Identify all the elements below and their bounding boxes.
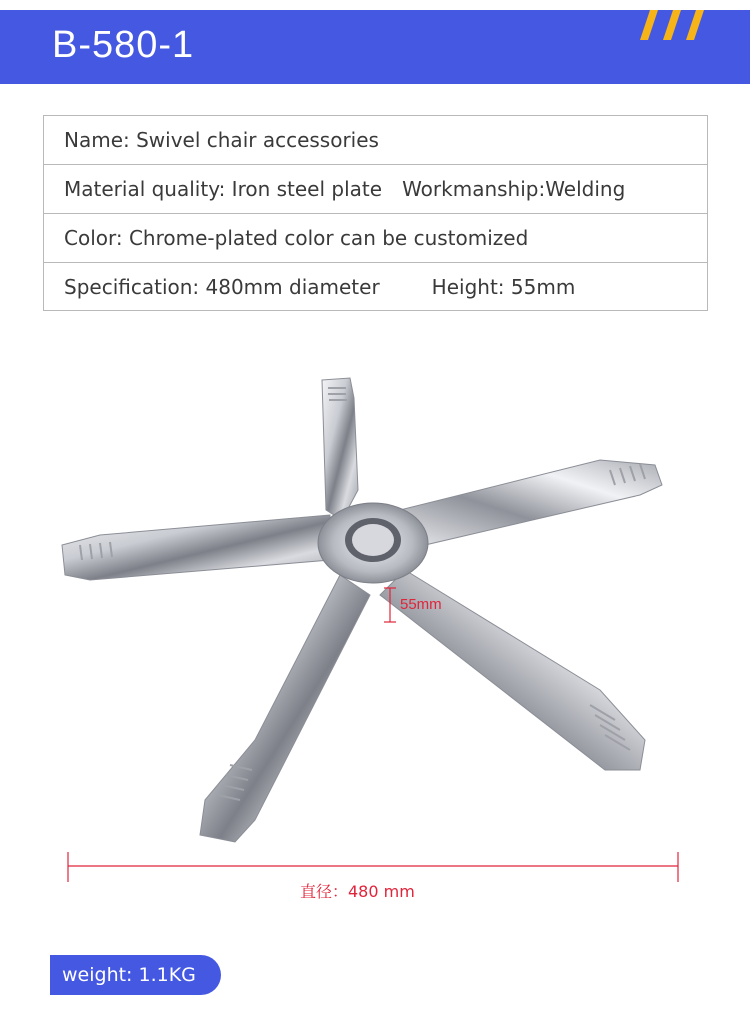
weight-label: weight: 1.1KG (62, 964, 196, 986)
spec-row-specification (44, 263, 707, 312)
spec-color: Color: Chrome-plated color can be customized (64, 226, 529, 250)
decorative-stripes-icon (636, 10, 716, 50)
spec-workmanship: Workmanship:Welding (402, 177, 626, 201)
chair-base-image (40, 360, 730, 860)
spec-specification: Specification: 480mm diameter (64, 275, 380, 299)
spec-table (43, 115, 708, 311)
title-banner (0, 10, 750, 84)
spec-row-material (44, 165, 707, 214)
spec-row-name (44, 116, 707, 165)
page-title: B-580-1 (52, 24, 195, 66)
height-annotation: 55mm (400, 596, 442, 613)
spec-name: Name: Swivel chair accessories (64, 128, 379, 152)
diameter-annotation: 直径：480 mm (300, 882, 415, 901)
spec-height: Height: 55mm (431, 275, 576, 299)
weight-badge (50, 955, 221, 995)
spec-row-color (44, 214, 707, 263)
spec-material: Material quality: Iron steel plate (64, 177, 383, 201)
